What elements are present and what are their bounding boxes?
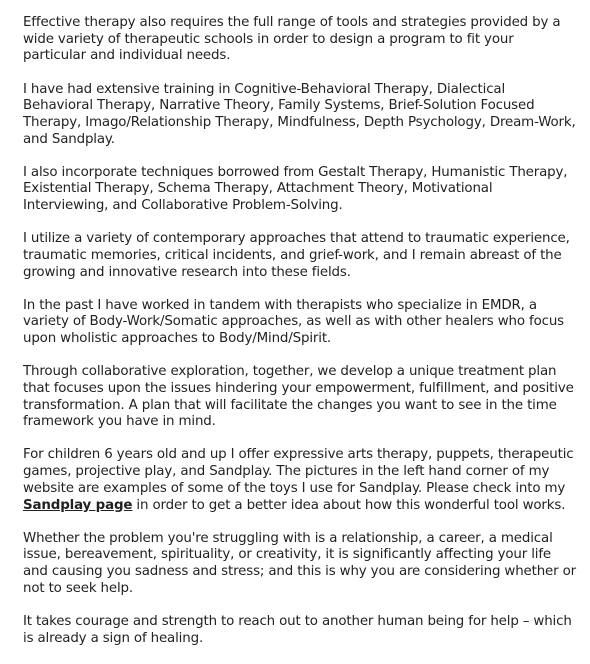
paragraph-trauma-approaches: I utilize a variety of contemporary approaches that attend to traumatic experience, traumatic memories, critical incidents, and grief-work, and I remain abreast of the growing and innovative research into these fields. <box>23 231 570 280</box>
paragraph-children-text-after: in order to get a better idea about how this wonderful tool works. <box>132 497 566 513</box>
paragraph-training: I have had extensive training in Cognitive-Behavioral Therapy, Dialectical Behavioral Therapy, Narrative Theory, Family Systems, Brief-Solution Focused Therapy, Imago/Relationship Therapy, Mindfulness, Depth Psychology, Dream-Work, and Sandplay. <box>23 81 576 147</box>
paragraph-courage: It takes courage and strength to reach out to another human being for help – which is already a sign of healing. <box>23 613 572 646</box>
paragraph-problem: Whether the problem you're struggling with is a relationship, a career, a medical issue, bereavement, spirituality, or creativity, it is significantly affecting your life and causing you sadness and stress; and this is why you are considering whether or not to seek help. <box>23 530 577 596</box>
sandplay-page-link[interactable]: Sandplay page <box>23 497 133 513</box>
main-content <box>23 15 578 664</box>
paragraph-children <box>23 447 578 514</box>
paragraph-collaboration-past: In the past I have worked in tandem with therapists who specialize in EMDR, a variety of Body-Work/Somatic approaches, as well as with other healers who focus upon wholistic approaches to Body/Mind/Spirit. <box>23 297 564 347</box>
paragraph-techniques: I also incorporate techniques borrowed from Gestalt Therapy, Humanistic Therapy, Existential Therapy, Schema Therapy, Attachment Theory, Motivational Interviewing, and Collaborative Problem-Solving. <box>23 164 568 214</box>
paragraph-children-text-before: For children 6 years old and up I offer expressive arts therapy, puppets, therapeutic games, projective play, and Sandplay. The pictures in the left hand corner of my website are examples of some of the toys I use for Sandplay. Please check into my <box>23 447 574 496</box>
paragraph-treatment-plan: Through collaborative exploration, together, we develop a unique treatment plan that focuses upon the issues hindering your empowerment, fulfillment, and positive transformation. A plan that will facilitate the changes you want to see in the time framework you have in mind. <box>23 364 574 430</box>
paragraph-tools-strategies: Effective therapy also requires the full range of tools and strategies provided by a wide variety of therapeutic schools in order to design a program to fit your particular and individual needs. <box>23 15 561 64</box>
